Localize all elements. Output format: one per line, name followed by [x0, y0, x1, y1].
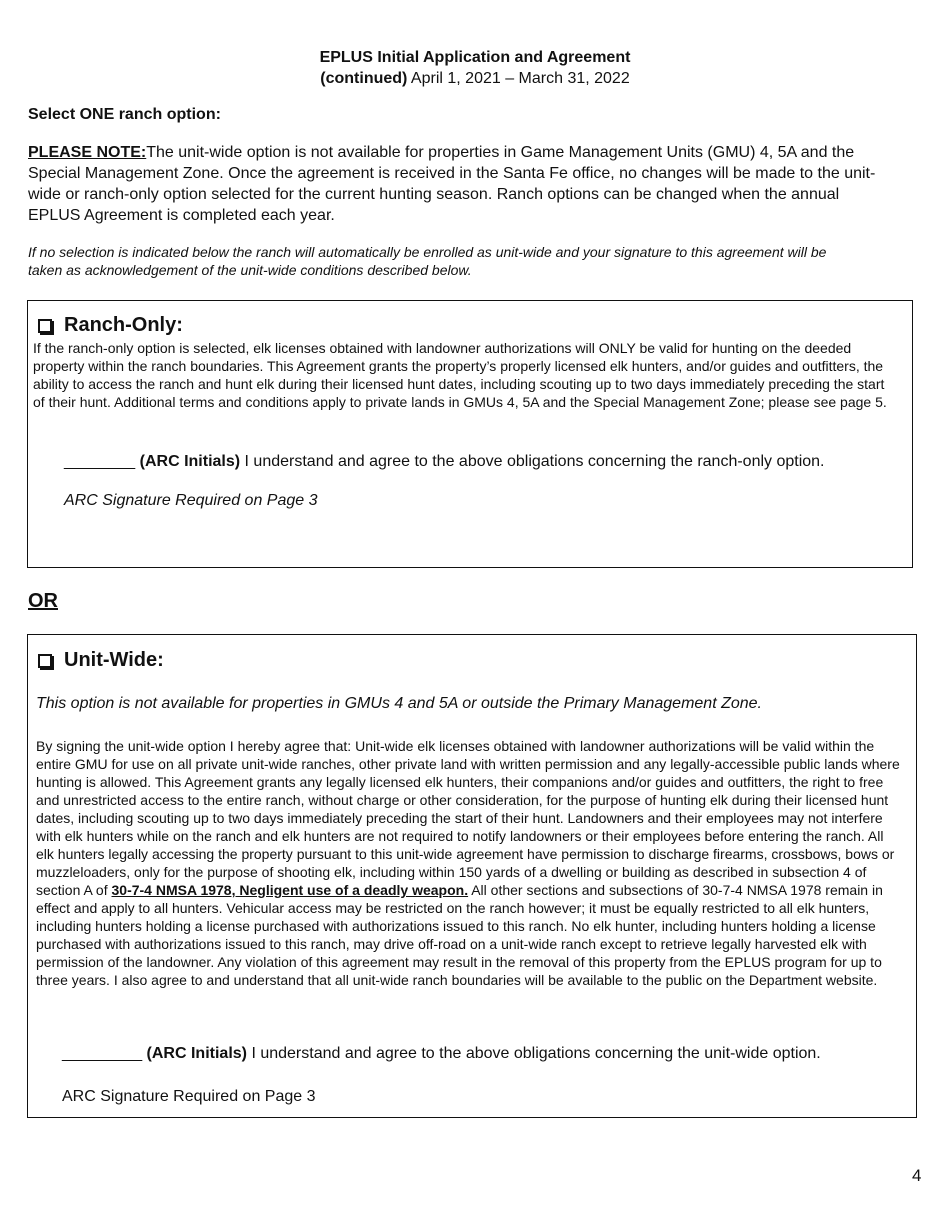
ranch-only-title: Ranch-Only: — [64, 314, 183, 336]
unit-wide-body-part2: All other sections and subsections of 30-7-4 NMSA 1978 remain in effect and apply to all hunters. Vehicular access may be restricted on the ranch however; it must be equally restricted to all elk hunters, including hunters holding a license purchased with authorizations issued to this ranch. No elk hunter, including hunters holding a license purchased with authorizations issued to this ranch, may drive off-road on a unit-wide ranch except to retrieve legally harvested elk with permission of the landowner. Any violation of this agreement may result in the removal of this property from the EPLUS program for up to three years. I also agree to and understand that all unit-wide ranch boundaries will be available to the public on the Department website. — [36, 882, 883, 988]
document-subtitle — [0, 68, 950, 89]
ranch-only-initials-label: (ARC Initials) — [139, 453, 241, 470]
please-note — [28, 142, 888, 226]
unit-wide-signature-note: ARC Signature Required on Page 3 — [62, 1088, 316, 1105]
unit-wide-initials-field[interactable]: _________ — [62, 1045, 143, 1062]
ranch-only-initials-text: I understand and agree to the above obligations concerning the ranch-only option. — [240, 453, 825, 470]
ranch-only-body: If the ranch-only option is selected, elk licenses obtained with landowner authorizations will ONLY be valid for hunting on the deeded property within the ranch boundaries. This Agreement grants the property’s properly licensed elk hunters, and/or guides and outfitters, the ability to access the ranch and hunt elk during their licensed hunt dates, including scouting up to two days immediately preceding the start of their hunt. Additional terms and conditions apply to private lands in GMUs 4, 5A and the Special Management Zone; please see page 5. — [33, 340, 887, 410]
unit-wide-initials-label: (ARC Initials) — [146, 1045, 247, 1062]
or-separator: OR — [28, 590, 58, 612]
unit-wide-heading — [38, 649, 164, 672]
ranch-only-initials-field[interactable]: ________ — [64, 453, 136, 470]
page-number: 4 — [912, 1166, 922, 1185]
unit-wide-initials-text: I understand and agree to the above obligations concerning the unit-wide option. — [247, 1045, 821, 1062]
unit-wide-section — [27, 634, 917, 1118]
ranch-only-initials-line — [64, 453, 825, 471]
unit-wide-initials-line — [62, 1045, 821, 1063]
statute-link[interactable]: 30-7-4 NMSA 1978, Negligent use of a deadly weapon. — [111, 882, 469, 898]
default-enrollment-note: If no selection is indicated below the ranch will automatically be enrolled as unit-wide and your signature to this agreement will be taken as acknowledgement of the unit-wide conditions described below. — [28, 244, 827, 278]
ranch-only-section — [27, 300, 913, 568]
continued-label: (continued) — [320, 70, 408, 87]
ranch-only-heading — [38, 314, 183, 337]
document-title: EPLUS Initial Application and Agreement — [319, 49, 631, 66]
unit-wide-availability: This option is not available for properties in GMUs 4 and 5A or outside the Primary Management Zone. — [36, 695, 762, 712]
please-note-text: The unit-wide option is not available for properties in Game Management Units (GMU) 4, 5A and the Special Management Zone. Once the agreement is received in the Santa Fe office, no changes will be made to the unit-wide or ranch-only option selected for the current hunting season. Ranch options can be changed when the annual EPLUS Agreement is completed each year. — [28, 144, 876, 224]
unit-wide-title: Unit-Wide: — [64, 649, 164, 671]
select-heading: Select ONE ranch option: — [28, 106, 221, 123]
please-note-label: PLEASE NOTE: — [28, 144, 147, 161]
unit-wide-checkbox[interactable] — [38, 654, 52, 668]
unit-wide-body — [36, 737, 900, 989]
ranch-only-checkbox[interactable] — [38, 319, 52, 333]
unit-wide-body-part1: By signing the unit-wide option I hereby agree that: Unit-wide elk licenses obtained with landowner authorizations will be valid within the entire GMU for use on all private unit-wide ranches, other private land with written permission and any legally-accessible public lands where hunting is allowed. This Agreement grants any legally licensed elk hunters, their companions and/or guides and outfitters, the right to free and unrestricted access to the entire ranch, without charge or other consideration, for the purpose of hunting elk during their licensed hunt dates, including scouting up to two days immediately preceding the start of their hunt. Landowners and their employees may not interfere with elk hunters while on the ranch and elk hunters are not required to notify landowners or their employees before entering the ranch. All elk hunters legally accessing the property pursuant to this unit-wide agreement have permission to discharge firearms, crossbows, bows or muzzleloaders, only for the purpose of shooting elk, including within 150 yards of a dwelling or building as described in subsection 4 of section A of — [36, 738, 900, 898]
agreement-dates: April 1, 2021 – March 31, 2022 — [407, 70, 630, 87]
ranch-only-signature-note: ARC Signature Required on Page 3 — [64, 492, 318, 509]
